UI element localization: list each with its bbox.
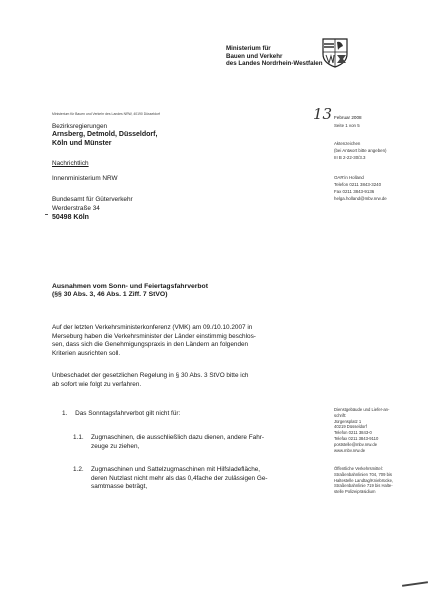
sidebar-line: Dienstgebäude und Liefer-an- [334,407,390,412]
recipient-line: Bezirksregierungen [52,123,108,130]
sidebar-line: Telefax 0211 3843-9110 [334,435,379,441]
list-subitem-text [91,466,313,492]
contact-fax: Fax 0211 3843-9136 [334,189,375,194]
scan-mark [45,214,48,215]
contact-email: helga.holland@mbv.nrw.de [334,196,387,201]
body-paragraph [52,372,302,389]
list-item [62,410,312,419]
paragraph-line: Auf der letzten Verkehrsministerkonferenz (VMK) am 09./10.10.2007 in [52,324,253,331]
paragraph-line: samtmasse beträgt, [91,483,148,491]
paragraph-line: Unbeschadet der gesetzlichen Regelung in § 30 Abs. 3 StVO bitte ich [52,372,249,379]
ministry-line: des Landes Nordrhein-Westfalen [226,60,323,68]
scan-artifact [402,581,428,587]
subject [52,283,208,300]
paragraph-line: deren Nutzlast nicht mehr als das 0,4fache der zulässigen Ge- [91,474,268,482]
reference-hint: (bei Antwort bitte angeben) [334,148,387,153]
paragraph-line: ab sofort wie folgt zu verfahren. [52,380,142,388]
recipient-street: Werderstraße 34 [52,205,100,212]
recipient-regions: Köln und Münster [52,140,112,147]
sidebar-line: 40219 Düsseldorf [334,424,367,430]
list-item-number: 1. [62,410,68,417]
sidebar-line: Straßenbahnlinien 704, 709 bis [334,471,392,477]
paragraph-line: Kriterien ausrichten soll. [52,349,121,357]
recipient-office: Bundesamt für Güterverkehr [52,196,133,203]
recipient-line: Innenministerium NRW [52,175,118,182]
list-item-text: Das Sonntagsfahrverbot gilt nicht für: [75,410,181,417]
contact-phone: Telefon 0211 3843-3240 [334,182,382,187]
ministry-line: Ministerium für [226,45,271,52]
paragraph-line: Merseburg haben die Verkehrsminister der Länder einstimmig beschlos- [52,332,256,340]
paragraph-line: Zugmaschinen und Sattelzugmaschinen mit Hilfsladefläche, [91,466,261,473]
subject-line: Ausnahmen vom Sonn- und Feiertagsfahrverbot [52,283,208,290]
transit-block [334,466,393,495]
list-subitem [73,434,313,451]
sidebar-line: schrift: [334,412,347,418]
office-address-block [334,407,389,453]
subject-line: (§§ 30 Abs. 3, 46 Abs. 1 Ziff. 7 StVO) [52,291,168,299]
ministry-line: Bauen und Verkehr [226,52,283,60]
paragraph-line: zeuge zu ziehen, [91,442,140,450]
sidebar-line: Straßenbahnlinie 719 bis Halte- [334,483,393,489]
list-subitem [73,466,313,492]
sidebar-line: Telefon 0211 3843-0 [334,430,372,436]
recipient-regions: Arnsberg, Detmold, Düsseldorf, [52,131,158,138]
list-subitem-text [91,434,313,451]
sidebar-line: Öffentliche Verkehrsmittel: [334,466,383,471]
sidebar-line: poststelle@mbv.nrw.de [334,441,378,447]
recipient-city: 50498 Köln [52,214,89,221]
sidebar-line: Jürgensplatz 1 [334,418,362,424]
body-paragraph [52,324,302,358]
sidebar-line: www.mbv.nrw.de [334,447,366,453]
page-number: Seite 1 von 5 [334,123,360,128]
nrw-crest-icon [322,38,348,68]
sender-return-line: Ministerium für Bauen und Verkehr des Landes NRW, 40190 Düsseldorf [52,112,160,116]
letter-date: Februar 2008 [334,115,362,120]
list-subitem-number: 1.1. [73,434,84,441]
paragraph-line: Zugmaschinen, die ausschließlich dazu dienen, andere Fahr- [91,434,264,441]
notice-label: Nachrichtlich [52,160,89,167]
contact-name: OAR'in Holland [334,175,364,180]
paragraph-line: sen, dass sich die Genehmigungspraxis in den Ländern an folgenden [52,341,249,349]
handwritten-day: 13 [313,105,333,123]
list-subitem-number: 1.2. [73,466,84,473]
reference-number: III B 2-22-30/3.3 [334,155,366,160]
ministry-header [226,45,323,68]
sidebar-line: Haltestelle Landtag/Kniebrücke, [334,477,394,483]
sidebar-line: stelle Polizeipräsidium [334,489,376,495]
reference-label: Aktenzeichen [334,141,361,146]
